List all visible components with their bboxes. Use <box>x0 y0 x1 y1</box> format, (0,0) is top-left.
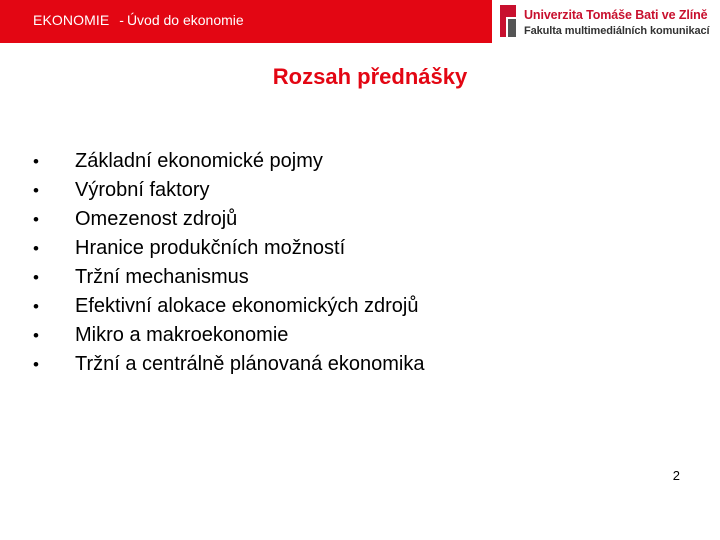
page-number: 2 <box>672 468 680 483</box>
bullet-text: Hranice produkčních možností <box>75 237 346 259</box>
bullet-icon: • <box>33 152 39 171</box>
header-course: EKONOMIE <box>33 12 110 28</box>
bullet-text: Mikro a makroekonomie <box>75 324 289 346</box>
bullet-text: Tržní mechanismus <box>75 266 249 288</box>
bullet-icon: • <box>33 181 39 200</box>
utb-logo-mark-icon <box>500 5 516 37</box>
header-separator: - <box>119 12 124 28</box>
bullet-text: Základní ekonomické pojmy <box>75 150 323 172</box>
university-logo <box>500 5 715 41</box>
header-bar <box>0 0 492 43</box>
header-text <box>33 12 244 28</box>
bullet-icon: • <box>33 239 39 258</box>
bullet-text: Omezenost zdrojů <box>75 208 238 230</box>
bullet-icon: • <box>33 297 39 316</box>
header-topic: Úvod do ekonomie <box>126 12 244 28</box>
bullet-text: Tržní a centrálně plánovaná ekonomika <box>75 353 425 375</box>
slide-title: Rozsah přednášky <box>272 64 468 89</box>
bullet-icon: • <box>33 210 39 229</box>
bullet-icon: • <box>33 355 39 374</box>
logo-faculty-name: Fakulta multimediálních komunikací <box>524 25 710 37</box>
bullet-text: Výrobní faktory <box>75 179 210 201</box>
bullet-icon: • <box>33 326 39 345</box>
bullet-text: Efektivní alokace ekonomických zdrojů <box>75 295 419 317</box>
bullet-icon: • <box>33 268 39 287</box>
logo-university-name: Univerzita Tomáše Bati ve Zlíně <box>524 8 708 22</box>
